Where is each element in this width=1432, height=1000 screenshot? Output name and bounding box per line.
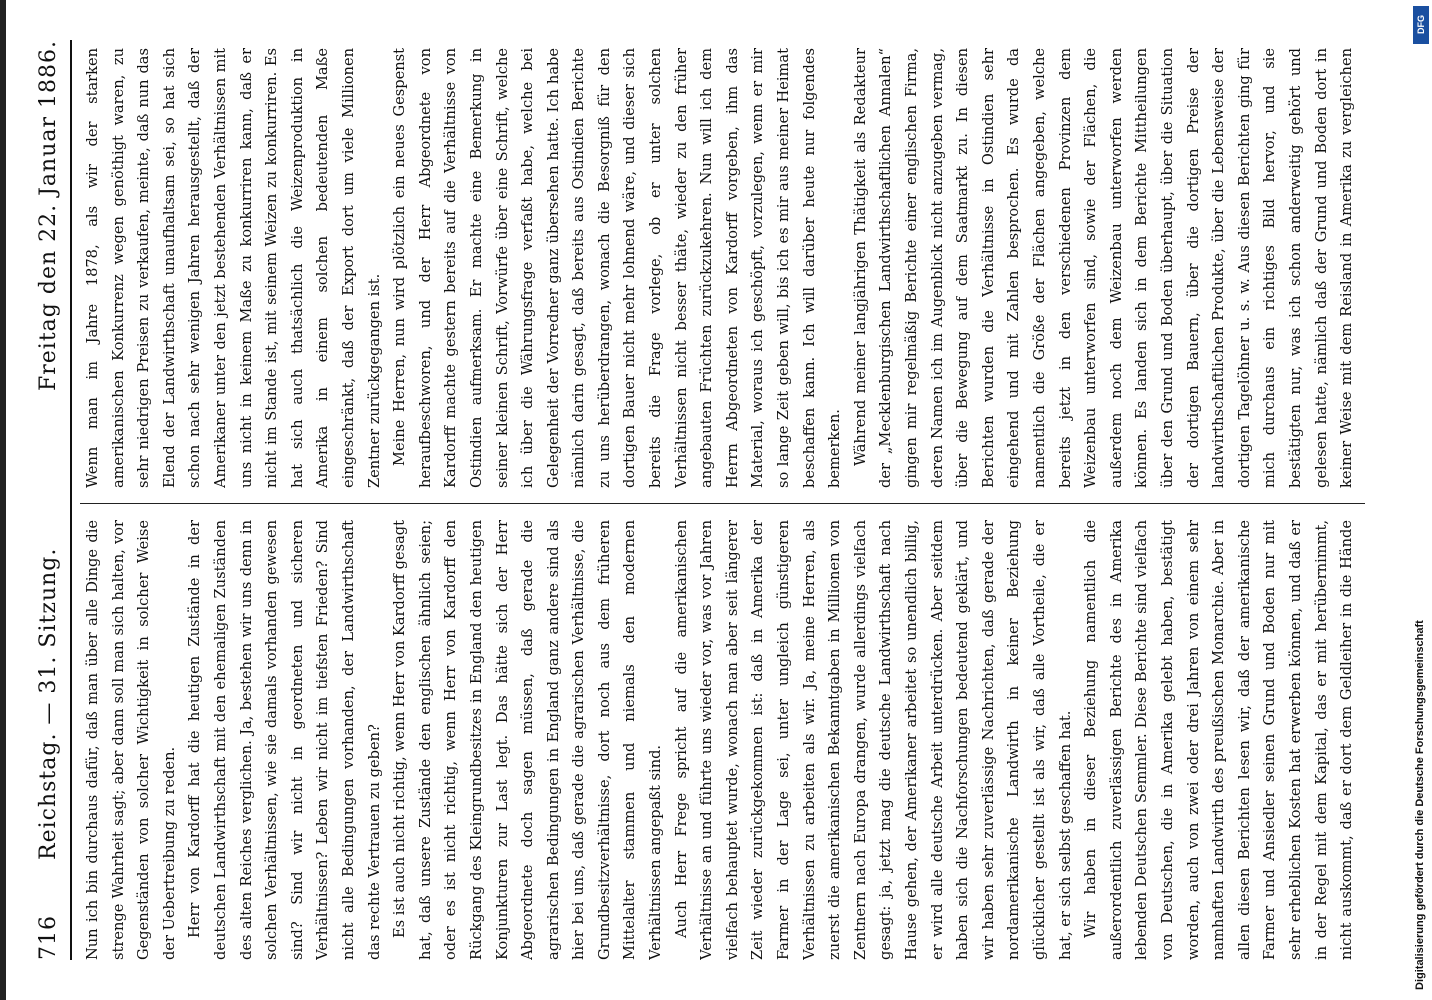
column-divider [80, 503, 1365, 504]
page-number: 716 [36, 915, 61, 960]
left-column [80, 520, 1365, 960]
paragraph: Wir haben in dieser Beziehung namentlich die außerordentlich zuverlässigen Berichte des in Amerika lebenden Deutschen Semmler. Diese Berichte sind vielfach von Deutschen, die in Amerika gelebt haben, bestätigt worden, auch von zwei oder drei Jahren von einem sehr namhaften Landwirth des preußischen Monarchie. Aber in allen diesen Berichten lesen wir, daß der amerikanische Farmer und Ansiedler seinen Grund und Boden nur mit sehr erheblichen Kosten hat erwerben können, und daß er in der Regel mit dem Kapital, das er mit herübernimmt, nicht auskommt, daß er dort dem Geldleiher in die Hände [1082, 520, 1356, 960]
page-header [30, 40, 72, 960]
paragraph: Auch Herr Frege spricht auf die amerikanischen Verhältnisse an und führte uns wieder vor, was vor Jahren vielfach behauptet wurde, wonach man aber seit längerer Zeit wieder zurückgekommen ist: daß in Amerika der Farmer in der Lage sei, unter ungleich günstigeren Verhältnissen zu arbeiten als wir. Ja, meine Herren, als zuerst die amerikanischen Bekanntgaben in Millionen von Zentnern nach Europa drangen, wurde allerdings vielfach gesagt: ja, jetzt mag die deutsche Landwirthschaft nach Hause gehen, der Amerikaner arbeitet so unendlich billig, er wird alle deutsche Arbeit unterdrücken. Aber seitdem haben sich die Nachforschungen bedeutend geklärt, und wir haben sehr zuverlässige Nachrichten, daß gerade der nordamerikanische Landwirth in keiner Beziehung glücklicher gestellt ist als wir, daß alle Vortheile, die er hat, er sich selbst geschaffen hat. [672, 520, 1074, 960]
credit-text: Digitalisierung gefördert durch die Deutsche Forschungsgemeinschaft [1414, 620, 1426, 990]
right-column [80, 48, 1365, 488]
session-date: Freitag den 22. Januar 1886. [36, 40, 61, 391]
paragraph: Wenn man im Jahre 1878, als wir der starken amerikanischen Konkurrenz wegen genöthigt waren, zu sehr niedrigen Preisen zu verkaufen, meinte, daß nun das Elend der Landwirthschaft unaufhaltsam sei, so hat sich schon nach sehr wenigen Jahren herausgestellt, daß der Amerikaner unter den jetzt bestehenden Verhältnissen mit uns nicht in keinem Maße zu konkurriren kann, daß er nicht im Stande ist, mit seinem Weizen zu konkurriren. Es hat sich auch thatsächlich die Weizenproduktion in Amerika in einem solchen bedeutenden Maße eingeschränkt, daß der Export dort um viele Millionen Zentner zurückgegangen ist. [84, 48, 383, 488]
paragraph: Während meiner langjährigen Thätigkeit als Redakteur der „Mecklenburgischen Landwirthschaftlichen Annalen“ gingen mir regelmäßig Berichte einer englischen Firma, deren Namen ich im Augenblick nicht anzugeben vermag, über die Bewegung auf dem Saatmarkt zu. In diesen Berichten wurden die Verhältnisse in Ostindien sehr eingehend und mit Zahlen besprochen. Es wurde da namentlich die Größe der Flächen angegeben, welche bereits jetzt in den verschiedenen Provinzen dem Weizenbau unterworfen sind, sowie der Flächen, die außerdem noch dem Weizenbau unterworfen werden können. Es landen sich in dem Berichte Mittheilungen über den Grund und Boden überhaupt, über die Situation der dortigen Bauern, über die dortigen Preise der landwirthschaftlichen Produkte, über die Lebensweise der dortigen Tagelöhner u. s. w. Aus diesen Berichten ging für mich durchaus ein richtiges Bild hervor, und sie bestätigten nur, was ich schon anderweitig gehört und gelesen hatte, nämlich daß der Grund und Boden dort in keiner Weise mit dem Reisland in Amerika zu vergleichen [851, 48, 1356, 488]
paragraph: Es ist auch nicht richtig, wenn Herr von Kardorff gesagt hat, daß unsere Zustände den englischen ähnlich seien; oder es ist nicht richtig, wenn Herr von Kardorff den Rückgang des Kleingrundbesitzes in England den heutigen Konjunkturen zur Last legt. Das hätte sich der Herr Abgeordnete doch sagen müssen, daß gerade die agrarischen Bedingungen in England ganz andere sind als hier bei uns, daß gerade die agrarischen Verhältnisse, die Grundbesitzverhältnisse, dort noch aus dem früheren Mittelalter stammen und niemals den modernen Verhältnissen angepaßt sind. [391, 520, 665, 960]
digitization-credit [1410, 0, 1432, 1000]
paragraph: Nun ich bin durchaus dafür, daß man über alle Dinge die strenge Wahrheit sagt; aber dann soll man sich halten, vor Gegenständen von solcher Wichtigkeit in solcher Weise der Uebertreibung zu reden. [84, 520, 178, 960]
paragraph: Meine Herren, nun wird plötzlich ein neues Gespenst heraufbeschworen, und der Herr Abgeordnete von Kardorff machte gestern bereits auf die Verhältnisse von Ostindien aufmerksam. Er machte eine Bemerkung in seiner kleinen Schrift, Vorwürfe über eine Schrift, welche ich über die Währungsfrage verfaßt habe, welche bei Gelegenheit der Vorredner ganz übersehen hatte. Ich habe nämlich darin gesagt, daß bereits aus Ostindien Berichte zu uns herüberdrangen, wonach die Besorgniß für den dortigen Bauer nicht mehr lohnend wäre, und dieser sich bereits die Frage vorlege, ob er unter solchen Verhältnissen nicht besser thäte, wieder zu den früher angebauten Früchten zurückzukehren. Nun will ich dem Herrn Abgeordneten von Kardorff vorgeben, ihm das Material, woraus ich geschöpft, vorzulegen, wenn er mir so lange Zeit geben will, bis ich es mir aus meiner Heimat beschaffen kann. Ich will darüber heute nur folgendes bemerken. [391, 48, 844, 488]
paragraph: Herr von Kardorff hat die heutigen Zustände in der deutschen Landwirthschaft mit den ehemaligen Zuständen des alten Reiches verglichen. Ja, bestehen wir uns denn in solchen Verhältnissen, wie sie damals vorhanden gewesen sind? Sind wir nicht in geordneten und sicheren Verhältnissen? Leben wir nicht im tiefsten Frieden? Sind nicht alle Bedingungen vorhanden, der Landwirthschaft das rechte Vertrauen zu geben? [186, 520, 383, 960]
session-title: Reichstag. — 31. Sitzung. [36, 547, 61, 860]
dfg-logo: DFG [1413, 6, 1429, 44]
